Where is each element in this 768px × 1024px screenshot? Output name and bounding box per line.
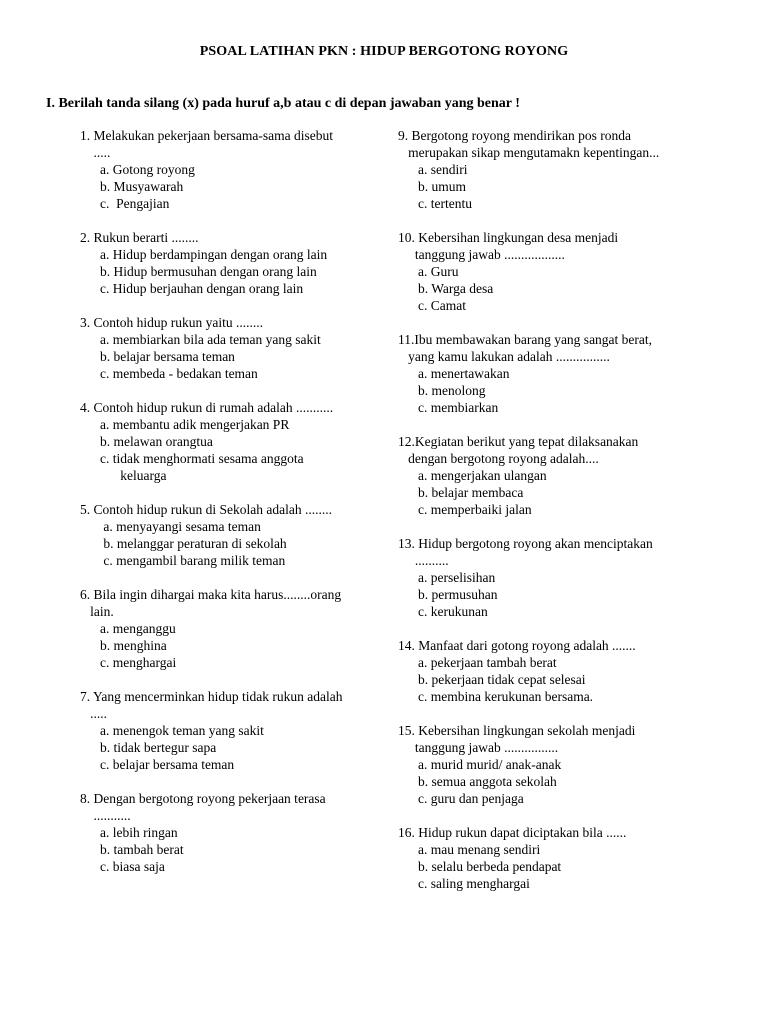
- answer-option[interactable]: b. selalu berbeda pendapat: [418, 859, 562, 874]
- answer-option[interactable]: b. pekerjaan tidak cepat selesai: [418, 672, 586, 687]
- answer-option[interactable]: b. semua anggota sekolah: [418, 774, 557, 789]
- answer-option[interactable]: c. menghargai: [100, 655, 177, 670]
- answer-option[interactable]: b. tambah berat: [100, 842, 184, 857]
- answer-option[interactable]: c. membina kerukunan bersama.: [418, 689, 594, 704]
- answer-option[interactable]: b. melanggar peraturan di sekolah: [100, 536, 287, 551]
- answer-option[interactable]: keluarga: [100, 468, 167, 483]
- answer-option[interactable]: b. melawan orangtua: [100, 434, 213, 449]
- answer-option[interactable]: b. permusuhan: [418, 587, 498, 602]
- answer-option[interactable]: c. tertentu: [418, 196, 472, 211]
- question-item: [80, 314, 392, 382]
- question-text: 5. Contoh hidup rukun di Sekolah adalah ........: [80, 502, 332, 517]
- question-text: 4. Contoh hidup rukun di rumah adalah ...........: [80, 400, 334, 415]
- question-text: 8. Dengan bergotong royong pekerjaan terasa: [80, 791, 326, 806]
- answer-option[interactable]: c. membeda - bedakan teman: [100, 366, 258, 381]
- question-item: [80, 399, 392, 484]
- answer-option[interactable]: b. menolong: [418, 383, 486, 398]
- page-title: PSOAL LATIHAN PKN : HIDUP BERGOTONG ROYONG: [199, 44, 569, 59]
- answer-option[interactable]: a. menertawakan: [418, 366, 510, 381]
- question-item: [80, 586, 392, 671]
- question-text: 13. Hidup bergotong royong akan menciptakan: [398, 536, 653, 551]
- answer-option[interactable]: a. murid murid/ anak-anak: [418, 757, 562, 772]
- question-item: [398, 535, 728, 620]
- answer-option[interactable]: a. sendiri: [418, 162, 468, 177]
- answer-option[interactable]: b. Warga desa: [418, 281, 494, 296]
- question-text-continued: lain.: [80, 604, 114, 619]
- question-text: 9. Bergotong royong mendirikan pos ronda: [398, 128, 631, 143]
- question-item: [398, 637, 728, 705]
- question-text: 2. Rukun berarti ........: [80, 230, 199, 245]
- answer-option[interactable]: a. mengerjakan ulangan: [418, 468, 547, 483]
- answer-option[interactable]: b. umum: [418, 179, 467, 194]
- question-text-continued: .....: [80, 706, 107, 721]
- question-text: 1. Melakukan pekerjaan bersama-sama disebut: [80, 128, 334, 143]
- question-text-continued: dengan bergotong royong adalah....: [398, 451, 599, 466]
- answer-option[interactable]: a. Gotong royong: [100, 162, 195, 177]
- question-text: 12.Kegiatan berikut yang tepat dilaksanakan: [398, 434, 639, 449]
- question-text-continued: tanggung jawab ..................: [398, 247, 565, 262]
- question-text: 3. Contoh hidup rukun yaitu ........: [80, 315, 263, 330]
- answer-option[interactable]: a. Guru: [418, 264, 459, 279]
- question-text-continued: .....: [80, 145, 111, 160]
- question-item: [80, 790, 392, 875]
- answer-option[interactable]: b. tidak bertegur sapa: [100, 740, 217, 755]
- question-item: [398, 824, 728, 892]
- question-text: 15. Kebersihan lingkungan sekolah menjadi: [398, 723, 636, 738]
- answer-option[interactable]: b. belajar bersama teman: [100, 349, 235, 364]
- question-text: 6. Bila ingin dihargai maka kita harus........orang: [80, 587, 342, 602]
- answer-option[interactable]: c. kerukunan: [418, 604, 488, 619]
- answer-option[interactable]: c. guru dan penjaga: [418, 791, 524, 806]
- answer-option[interactable]: a. menganggu: [100, 621, 176, 636]
- question-text: 14. Manfaat dari gotong royong adalah .......: [398, 638, 636, 653]
- answer-option[interactable]: c. Camat: [418, 298, 466, 313]
- question-text-continued: ...........: [80, 808, 131, 823]
- answer-option[interactable]: c. tidak menghormati sesama anggota: [100, 451, 304, 466]
- answer-option[interactable]: b. belajar membaca: [418, 485, 524, 500]
- question-item: [80, 501, 392, 569]
- left-column: [80, 127, 392, 875]
- answer-option[interactable]: a. membantu adik mengerjakan PR: [100, 417, 290, 432]
- question-text: 10. Kebersihan lingkungan desa menjadi: [398, 230, 619, 245]
- answer-option[interactable]: a. Hidup berdampingan dengan orang lain: [100, 247, 328, 262]
- answer-option[interactable]: a. membiarkan bila ada teman yang sakit: [100, 332, 321, 347]
- question-item: [398, 331, 728, 416]
- answer-option[interactable]: c. saling menghargai: [418, 876, 530, 891]
- right-column: [398, 127, 728, 892]
- question-text: 16. Hidup rukun dapat diciptakan bila ......: [398, 825, 627, 840]
- answer-option[interactable]: c. Hidup berjauhan dengan orang lain: [100, 281, 304, 296]
- question-text-continued: ..........: [398, 553, 449, 568]
- question-text-continued: merupakan sikap mengutamakn kepentingan...: [398, 145, 660, 160]
- question-text-continued: yang kamu lakukan adalah ................: [398, 349, 610, 364]
- answer-option[interactable]: c. belajar bersama teman: [100, 757, 235, 772]
- question-item: [80, 229, 392, 297]
- answer-option[interactable]: b. Musyawarah: [100, 179, 184, 194]
- answer-option[interactable]: a. perselisihan: [418, 570, 496, 585]
- answer-option[interactable]: b. menghina: [100, 638, 167, 653]
- question-item: [398, 433, 728, 518]
- question-text: 7. Yang mencerminkan hidup tidak rukun adalah: [80, 689, 343, 704]
- question-item: [398, 127, 728, 212]
- question-text: 11.Ibu membawakan barang yang sangat berat,: [398, 332, 653, 347]
- answer-option[interactable]: a. lebih ringan: [100, 825, 178, 840]
- question-item: [398, 722, 728, 807]
- answer-option[interactable]: c. mengambil barang milik teman: [100, 553, 286, 568]
- answer-option[interactable]: a. mau menang sendiri: [418, 842, 541, 857]
- question-item: [398, 229, 728, 314]
- question-item: [80, 127, 392, 212]
- answer-option[interactable]: c. memperbaiki jalan: [418, 502, 532, 517]
- answer-option[interactable]: c. membiarkan: [418, 400, 499, 415]
- answer-option[interactable]: a. menengok teman yang sakit: [100, 723, 264, 738]
- answer-option[interactable]: a. menyayangi sesama teman: [100, 519, 261, 534]
- answer-option[interactable]: a. pekerjaan tambah berat: [418, 655, 557, 670]
- section-instruction: I. Berilah tanda silang (x) pada huruf a,b atau c di depan jawaban yang benar !: [46, 96, 520, 111]
- answer-option[interactable]: c. Pengajian: [100, 196, 170, 211]
- question-item: [80, 688, 392, 773]
- answer-option[interactable]: c. biasa saja: [100, 859, 165, 874]
- question-text-continued: tanggung jawab ................: [398, 740, 559, 755]
- answer-option[interactable]: b. Hidup bermusuhan dengan orang lain: [100, 264, 317, 279]
